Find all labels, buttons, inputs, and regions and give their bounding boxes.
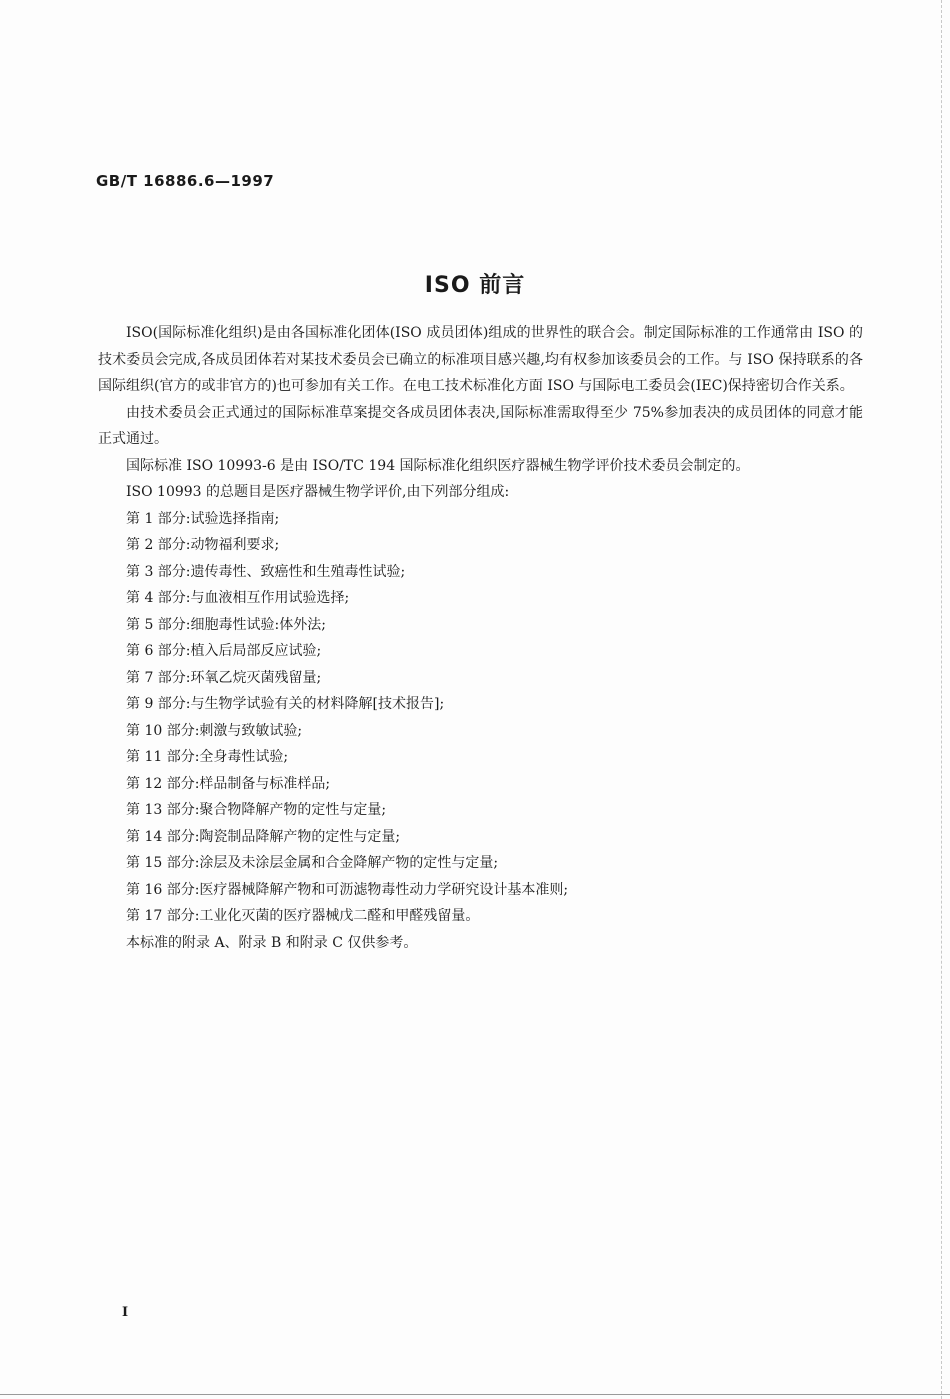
- list-item: 第 16 部分:医疗器械降解产物和可沥滤物毒性动力学研究设计基本准则;: [126, 881, 569, 898]
- paragraph-iso-intro: ISO(国际标准化组织)是由各国标准化团体(ISO 成员团体)组成的世界性的联合会。制定国际标准的工作通常由 ISO 的技术委员会完成,各成员团体若对某技术委员会已确立的标准项目感兴趣,均有权参加该委员会的工作。与 ISO 保持联系的各国际组织(官方的或非官方的)也可参加有关工作。在电工技术标准化方面 ISO 与国际电工委员会(IEC)保持密切合作关系。: [98, 325, 863, 394]
- list-item: 第 17 部分:工业化灭菌的医疗器械戊二醛和甲醛残留量。: [126, 908, 480, 924]
- list-item: 第 1 部分:试验选择指南;: [126, 510, 280, 527]
- paragraph-committee: 国际标准 ISO 10993-6 是由 ISO/TC 194 国际标准化组织医疗器械生物学评价技术委员会制定的。: [126, 457, 750, 474]
- page-number: I: [122, 1305, 129, 1320]
- parts-list: [98, 506, 863, 930]
- list-item: 第 5 部分:细胞毒性试验:体外法;: [126, 616, 326, 633]
- paragraph-appendix-note: 本标准的附录 A、附录 B 和附录 C 仅供参考。: [126, 934, 418, 951]
- list-item: 第 7 部分:环氧乙烷灭菌残留量;: [126, 669, 322, 686]
- list-item: 第 15 部分:涂层及未涂层金属和合金降解产物的定性与定量;: [126, 855, 499, 871]
- list-item: 第 10 部分:刺激与致敏试验;: [126, 722, 303, 739]
- scan-edge-line: [941, 0, 942, 1399]
- list-item: 第 3 部分:遗传毒性、致癌性和生殖毒性试验;: [126, 563, 406, 580]
- list-item: 第 2 部分:动物福利要求;: [126, 537, 280, 553]
- document-body: [98, 320, 863, 956]
- list-item: 第 14 部分:陶瓷制品降解产物的定性与定量;: [126, 828, 401, 845]
- scan-bottom-line: [0, 1394, 950, 1395]
- page-title: ISO 前言: [424, 273, 526, 298]
- list-item: 第 6 部分:植入后局部反应试验;: [126, 643, 322, 659]
- list-item: 第 12 部分:样品制备与标准样品;: [126, 775, 331, 792]
- paragraph-voting: 由技术委员会正式通过的国际标准草案提交各成员团体表决,国际标准需取得至少 75%参加表决的成员团体的同意才能正式通过。: [98, 404, 863, 447]
- list-item: 第 13 部分:聚合物降解产物的定性与定量;: [126, 802, 387, 818]
- standard-code-header: GB/T 16886.6—1997: [96, 172, 275, 190]
- paragraph-series-title: ISO 10993 的总题目是医疗器械生物学评价,由下列部分组成:: [126, 484, 510, 500]
- list-item: 第 11 部分:全身毒性试验;: [126, 749, 289, 765]
- list-item: 第 9 部分:与生物学试验有关的材料降解[技术报告];: [126, 696, 445, 712]
- list-item: 第 4 部分:与血液相互作用试验选择;: [126, 590, 350, 606]
